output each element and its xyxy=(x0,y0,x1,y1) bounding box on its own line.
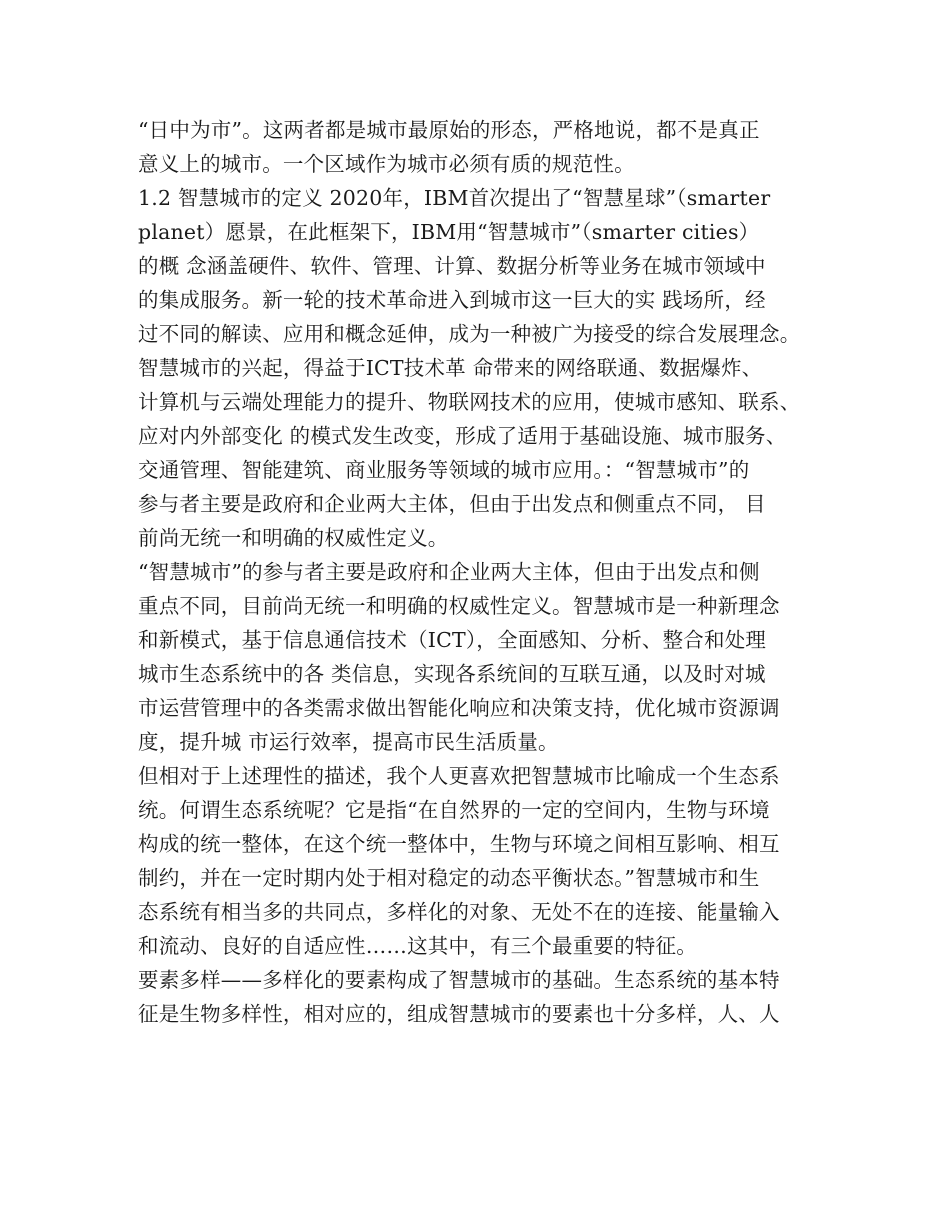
text-line: 的概 念涵盖硬件、软件、管理、计算、数据分析等业务在城市领域中 xyxy=(138,254,766,278)
text-line: 的集成服务。新一轮的技术革命进入到城市这一巨大的实 践场所，经 xyxy=(138,288,766,312)
text-line: 要素多样——多样化的要素构成了智慧城市的基础。生态系统的基本特 xyxy=(138,968,780,992)
text-line: 前尚无统一和明确的权威性定义。 xyxy=(138,526,449,550)
text-line: 度，提升城 市运行效率，提高市民生活质量。 xyxy=(138,730,559,754)
text-line: 城市生态系统中的各 类信息，实现各系统间的互联互通，以及时对城 xyxy=(138,662,766,686)
text-line: 统。何谓生态系统呢？它是指“在自然界的一定的空间内，生物与环境 xyxy=(138,798,770,822)
text-line: “日中为市”。这两者都是城市最原始的形态，严格地说，都不是真正 xyxy=(138,118,760,142)
text-line: 智慧城市的兴起，得益于ICT技术革 命带来的网络联通、数据爆炸、 xyxy=(138,356,763,380)
text-line: “智慧城市”的参与者主要是政府和企业两大主体，但由于出发点和侧 xyxy=(138,560,760,584)
text-line: 征是生物多样性，相对应的，组成智慧城市的要素也十分多样，人、人 xyxy=(138,1002,780,1026)
text-line: 应对内外部变化 的模式发生改变，形成了适用于基础设施、城市服务、 xyxy=(138,424,787,448)
text-line: planet）愿景，在此框架下，IBM用“智慧城市”（smarter cities） xyxy=(138,220,760,244)
document-body xyxy=(138,113,838,1031)
text-line: 态系统有相当多的共同点，多样化的对象、无处不在的连接、能量输入 xyxy=(138,900,780,924)
text-line: 意义上的城市。一个区域作为城市必须有质的规范性。 xyxy=(138,152,635,176)
text-line: 交通管理、智能建筑、商业服务等领域的城市应用。：“智慧城市”的 xyxy=(138,458,750,482)
text-line: 计算机与云端处理能力的提升、物联网技术的应用，使城市感知、联系、 xyxy=(138,390,801,414)
text-line: 过不同的解读、应用和概念延伸，成为一种被广为接受的综合发展理念。 xyxy=(138,322,801,346)
text-line: 参与者主要是政府和企业两大主体，但由于出发点和侧重点不同， 目 xyxy=(138,492,766,516)
text-line: 和流动、良好的自适应性……这其中，有三个最重要的特征。 xyxy=(138,934,697,958)
text-line: 构成的统一整体，在这个统一整体中，生物与环境之间相互影响、相互 xyxy=(138,832,780,856)
text-line: 和新模式，基于信息通信技术（ICT），全面感知、分析、整合和处理 xyxy=(138,628,767,652)
text-line: 1.2 智慧城市的定义 2020年，IBM首次提出了“智慧星球”（smarter xyxy=(138,186,771,210)
text-line: 但相对于上述理性的描述，我个人更喜欢把智慧城市比喻成一个生态系 xyxy=(138,764,780,788)
text-line: 重点不同，目前尚无统一和明确的权威性定义。智慧城市是一种新理念 xyxy=(138,594,780,618)
text-line: 市运营管理中的各类需求做出智能化响应和决策支持，优化城市资源调 xyxy=(138,696,780,720)
text-line: 制约，并在一定时期内处于相对稳定的动态平衡状态。”智慧城市和生 xyxy=(138,866,760,890)
